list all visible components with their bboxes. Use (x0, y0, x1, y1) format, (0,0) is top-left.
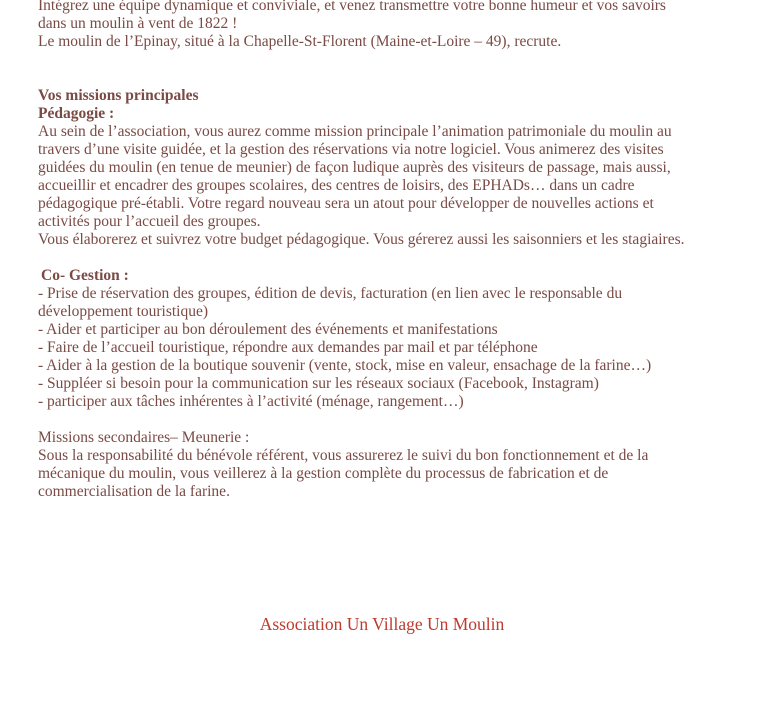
intro-paragraph (38, 0, 738, 51)
intro-line: Le moulin de l’Epinay, situé à la Chapelle-St-Florent (Maine-et-Loire – 49), recrute. (38, 33, 562, 50)
pedagogie-line: Vous élaborerez et suivrez votre budget pédagogique. Vous gérerez aussi les saisonniers et les stagiaires. (38, 231, 685, 248)
spacer (38, 249, 738, 267)
gestion-list-item: - participer aux tâches inhérentes à l’activité (ménage, rangement…) (38, 393, 464, 410)
secondary-line: mécanique du moulin, vous veillerez à la gestion complète du processus de fabrication et de (38, 465, 609, 482)
subheading-co-gestion: Co- Gestion : (41, 267, 129, 284)
intro-line: dans un moulin à vent de 1822 ! (38, 15, 238, 32)
gestion-list-item: - Prise de réservation des groupes, édition de devis, facturation (en lien avec le responsable du (38, 285, 623, 302)
gestion-list-item: - Aider à la gestion de la boutique souvenir (vente, stock, mise en valeur, ensachage de la farine…) (38, 357, 652, 374)
pedagogie-line: guidées du moulin (en tenue de meunier) de façon ludique auprès des visiteurs de passage, mais aussi, (38, 159, 671, 176)
job-offer-document (38, 0, 738, 501)
section-heading-secondary-missions: Missions secondaires– Meunerie : (38, 429, 250, 446)
gestion-list-item: - Suppléer si besoin pour la communication sur les réseaux sociaux (Facebook, Instagram) (38, 375, 599, 392)
main-missions-section (38, 87, 738, 411)
gestion-list-item: - Aider et participer au bon déroulement des événements et manifestations (38, 321, 498, 338)
intro-line: Intégrez une équipe dynamique et conviviale, et venez transmettre votre bonne humeur et vos savoirs (38, 0, 666, 14)
footer-association-name: Association Un Village Un Moulin (259, 614, 505, 634)
subheading-pedagogie: Pédagogie : (38, 105, 115, 122)
spacer (38, 51, 738, 87)
pedagogie-line: Au sein de l’association, vous aurez comme mission principale l’animation patrimoniale du moulin au (38, 123, 672, 140)
section-heading-main-missions: Vos missions principales (38, 87, 199, 104)
spacer (38, 411, 738, 429)
pedagogie-line: travers d’une visite guidée, et la gestion des réservations via notre logiciel. Vous animerez des visites (38, 141, 664, 158)
gestion-list-item: - Faire de l’accueil touristique, répondre aux demandes par mail et par téléphone (38, 339, 538, 356)
pedagogie-line: activités pour l’accueil des groupes. (38, 213, 261, 230)
gestion-list-item: développement touristique) (38, 303, 209, 320)
secondary-line: Sous la responsabilité du bénévole référent, vous assurerez le suivi du bon fonctionnement et de la (38, 447, 649, 464)
pedagogie-line: pédagogique pré-établi. Votre regard nouveau sera un atout pour développer de nouvelles actions et (38, 195, 654, 212)
secondary-missions-section (38, 429, 738, 501)
pedagogie-line: accueillir et encadrer des groupes scolaires, des centres de loisirs, des EPHADs… dans un cadre (38, 177, 635, 194)
secondary-line: commercialisation de la farine. (38, 483, 230, 500)
